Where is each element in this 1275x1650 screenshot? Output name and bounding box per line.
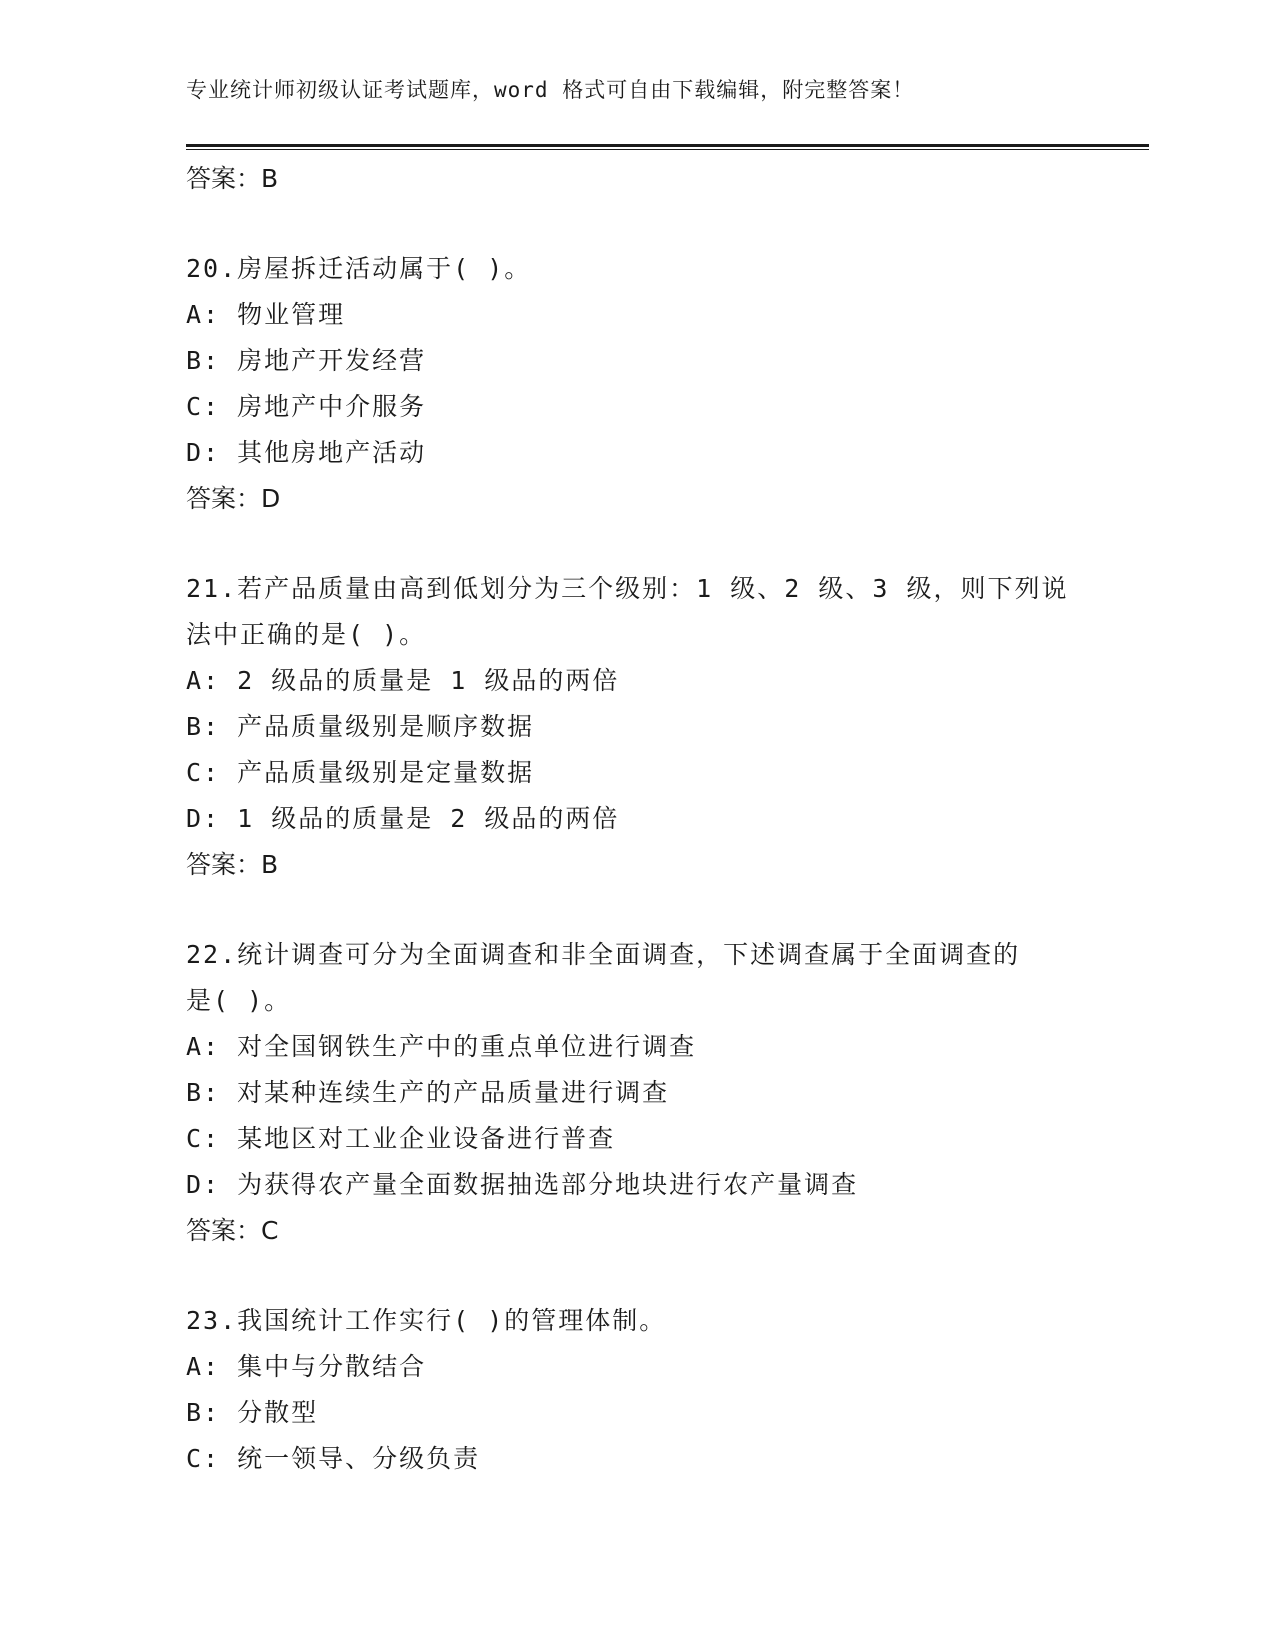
option-a: A: 集中与分散结合 (186, 1352, 427, 1381)
question-23 (186, 1298, 1086, 1482)
option-b: B: 分散型 (186, 1398, 319, 1427)
option-b: B: 对某种连续生产的产品质量进行调查 (186, 1078, 670, 1107)
option-c: C: 产品质量级别是定量数据 (186, 758, 535, 787)
question-text-cont: 法中正确的是( )。 (186, 620, 427, 649)
question-text: 20.房屋拆迁活动属于( )。 (186, 254, 532, 283)
answer: 答案：B (186, 850, 279, 879)
option-c: C: 统一领导、分级负责 (186, 1444, 481, 1473)
answer: 答案：D (186, 484, 281, 513)
option-a: A: 2 级品的质量是 1 级品的两倍 (186, 666, 620, 695)
question-text: 21.若产品质量由高到低划分为三个级别：1 级、2 级、3 级，则下列说 (186, 574, 1069, 603)
option-a: A: 物业管理 (186, 300, 346, 329)
option-b: B: 房地产开发经营 (186, 346, 427, 375)
question-21 (186, 566, 1086, 888)
option-b: B: 产品质量级别是顺序数据 (186, 712, 535, 741)
header-rule (186, 144, 1149, 147)
question-22 (186, 932, 1086, 1254)
option-d: D: 为获得农产量全面数据抽选部分地块进行农产量调查 (186, 1170, 859, 1199)
header-rule-thin (186, 149, 1149, 150)
question-20 (186, 246, 1086, 522)
option-d: D: 其他房地产活动 (186, 438, 427, 467)
question-text-cont: 是( )。 (186, 986, 292, 1015)
option-c: C: 某地区对工业企业设备进行普查 (186, 1124, 616, 1153)
option-d: D: 1 级品的质量是 2 级品的两倍 (186, 804, 620, 833)
option-a: A: 对全国钢铁生产中的重点单位进行调查 (186, 1032, 697, 1061)
question-text: 22.统计调查可分为全面调查和非全面调查，下述调查属于全面调查的 (186, 940, 1021, 969)
option-c: C: 房地产中介服务 (186, 392, 427, 421)
header-note: 专业统计师初级认证考试题库，word 格式可自由下载编辑，附完整答案！ (186, 78, 915, 102)
answer: 答案：C (186, 1216, 279, 1245)
question-text: 23.我国统计工作实行( )的管理体制。 (186, 1306, 667, 1335)
question-list (186, 156, 1086, 1482)
answer-prev: 答案：B (186, 164, 279, 193)
